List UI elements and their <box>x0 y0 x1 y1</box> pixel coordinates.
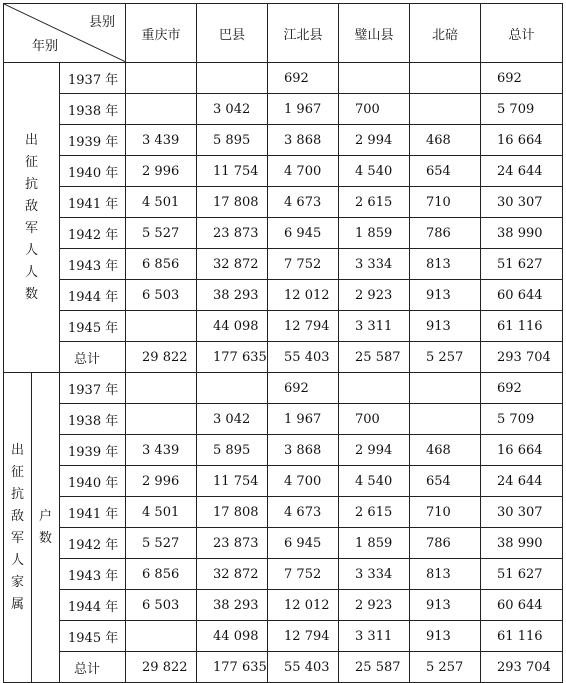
value-cell-jiangbei: 4 673 <box>268 497 339 528</box>
column-header-jiangbei: 江北县 <box>268 4 339 63</box>
value-cell-total: 61 116 <box>481 311 563 342</box>
value-cell-chongqing <box>126 404 197 435</box>
table-row <box>4 590 563 621</box>
total-label-cell: 总计 <box>60 342 126 373</box>
value-cell-total: 61 116 <box>481 621 563 652</box>
value-cell-baxian <box>197 373 268 404</box>
value-cell-baxian <box>197 63 268 94</box>
value-cell-chongqing: 6 503 <box>126 280 197 311</box>
table-row <box>4 156 563 187</box>
value-cell-bishan: 4 540 <box>339 156 410 187</box>
value-cell-bishan: 2 923 <box>339 590 410 621</box>
year-cell: 1945 年 <box>60 621 126 652</box>
year-cell: 1940 年 <box>60 156 126 187</box>
table-row <box>4 404 563 435</box>
value-cell-chongqing: 5 527 <box>126 218 197 249</box>
value-cell-jiangbei: 3 868 <box>268 435 339 466</box>
year-cell: 1942 年 <box>60 528 126 559</box>
year-cell: 1942 年 <box>60 218 126 249</box>
value-cell-bishan: 2 615 <box>339 187 410 218</box>
year-axis-label: 年别 <box>32 39 59 54</box>
value-cell-bishan <box>339 373 410 404</box>
year-cell: 1939 年 <box>60 435 126 466</box>
value-cell-baxian: 5 895 <box>197 125 268 156</box>
value-cell-beibei: 468 <box>410 125 481 156</box>
table-row <box>4 373 563 404</box>
table-row <box>4 94 563 125</box>
total-cell-bishan: 25 587 <box>339 652 410 683</box>
value-cell-beibei <box>410 404 481 435</box>
total-cell-bishan: 25 587 <box>339 342 410 373</box>
column-header-total: 总计 <box>481 4 563 63</box>
total-cell-total: 293 704 <box>481 652 563 683</box>
section2-sub-label <box>32 373 60 683</box>
section1-group-label-char: 征 <box>24 154 38 170</box>
value-cell-bishan: 3 311 <box>339 311 410 342</box>
year-cell: 1943 年 <box>60 559 126 590</box>
value-cell-beibei <box>410 63 481 94</box>
table-row <box>4 187 563 218</box>
section2-group-label-char: 人 <box>10 552 24 568</box>
section1-group-label-char: 抗 <box>24 176 38 192</box>
section2-group-label-char: 出 <box>10 442 24 458</box>
value-cell-total: 51 627 <box>481 559 563 590</box>
value-cell-beibei: 710 <box>410 497 481 528</box>
section2-group-label-char: 敌 <box>10 508 24 524</box>
value-cell-bishan: 700 <box>339 94 410 125</box>
total-cell-beibei: 5 257 <box>410 342 481 373</box>
section2-group-label-char: 抗 <box>10 486 24 502</box>
total-cell-baxian: 177 635 <box>197 652 268 683</box>
table-row <box>4 125 563 156</box>
value-cell-jiangbei: 4 700 <box>268 156 339 187</box>
column-header-baxian: 巴县 <box>197 4 268 63</box>
value-cell-beibei: 786 <box>410 528 481 559</box>
value-cell-jiangbei: 692 <box>268 63 339 94</box>
table-row <box>4 280 563 311</box>
value-cell-baxian: 17 808 <box>197 187 268 218</box>
value-cell-baxian: 44 098 <box>197 311 268 342</box>
value-cell-baxian: 3 042 <box>197 404 268 435</box>
total-cell-chongqing: 29 822 <box>126 652 197 683</box>
value-cell-chongqing: 5 527 <box>126 528 197 559</box>
table-row <box>4 528 563 559</box>
table-row <box>4 559 563 590</box>
column-header-beibei: 北碚 <box>410 4 481 63</box>
section1-group-label-char: 出 <box>24 132 38 148</box>
value-cell-baxian: 38 293 <box>197 280 268 311</box>
value-cell-bishan: 1 859 <box>339 528 410 559</box>
section1-group-label <box>4 63 60 373</box>
value-cell-bishan: 1 859 <box>339 218 410 249</box>
value-cell-chongqing <box>126 621 197 652</box>
section1-group-label-char: 敌 <box>24 198 38 214</box>
value-cell-bishan: 2 923 <box>339 280 410 311</box>
table-row <box>4 218 563 249</box>
value-cell-total: 16 664 <box>481 435 563 466</box>
value-cell-bishan: 2 615 <box>339 497 410 528</box>
value-cell-total: 51 627 <box>481 249 563 280</box>
value-cell-jiangbei: 4 700 <box>268 466 339 497</box>
section1-group-label-char: 人 <box>24 264 38 280</box>
value-cell-jiangbei: 1 967 <box>268 404 339 435</box>
value-cell-jiangbei: 12 012 <box>268 590 339 621</box>
value-cell-bishan <box>339 63 410 94</box>
value-cell-beibei: 654 <box>410 466 481 497</box>
value-cell-jiangbei: 6 945 <box>268 218 339 249</box>
value-cell-jiangbei: 4 673 <box>268 187 339 218</box>
year-cell: 1937 年 <box>60 63 126 94</box>
value-cell-beibei: 468 <box>410 435 481 466</box>
table-row <box>4 435 563 466</box>
value-cell-baxian: 23 873 <box>197 528 268 559</box>
value-cell-beibei <box>410 94 481 125</box>
year-cell: 1938 年 <box>60 94 126 125</box>
value-cell-total: 60 644 <box>481 280 563 311</box>
value-cell-chongqing: 6 503 <box>126 590 197 621</box>
year-cell: 1944 年 <box>60 590 126 621</box>
section2-sub-label-char: 数 <box>38 530 52 546</box>
value-cell-chongqing: 6 856 <box>126 249 197 280</box>
value-cell-total: 24 644 <box>481 156 563 187</box>
value-cell-baxian: 44 098 <box>197 621 268 652</box>
total-row <box>4 652 563 683</box>
value-cell-beibei: 913 <box>410 280 481 311</box>
value-cell-chongqing: 2 996 <box>126 466 197 497</box>
value-cell-bishan: 3 311 <box>339 621 410 652</box>
column-header-bishan: 璧山县 <box>339 4 410 63</box>
year-cell: 1937 年 <box>60 373 126 404</box>
value-cell-chongqing: 4 501 <box>126 497 197 528</box>
total-cell-jiangbei: 55 403 <box>268 652 339 683</box>
year-cell: 1939 年 <box>60 125 126 156</box>
section1-group-label-char: 人 <box>24 242 38 258</box>
value-cell-baxian: 32 872 <box>197 249 268 280</box>
value-cell-jiangbei: 12 794 <box>268 621 339 652</box>
section2-group-label-char: 征 <box>10 464 24 480</box>
value-cell-total: 5 709 <box>481 94 563 125</box>
value-cell-beibei: 913 <box>410 590 481 621</box>
section2-sub-label-char: 户 <box>38 508 52 524</box>
table-row <box>4 63 563 94</box>
value-cell-baxian: 11 754 <box>197 156 268 187</box>
value-cell-total: 24 644 <box>481 466 563 497</box>
county-axis-label: 县别 <box>89 15 116 30</box>
value-cell-chongqing: 6 856 <box>126 559 197 590</box>
section1-group-label-char: 数 <box>24 286 38 302</box>
value-cell-chongqing <box>126 373 197 404</box>
value-cell-jiangbei: 6 945 <box>268 528 339 559</box>
section1-group-label-char: 军 <box>24 220 38 236</box>
value-cell-jiangbei: 7 752 <box>268 249 339 280</box>
value-cell-total: 5 709 <box>481 404 563 435</box>
value-cell-chongqing <box>126 94 197 125</box>
section2-group-label-char: 家 <box>10 574 24 590</box>
value-cell-total: 30 307 <box>481 497 563 528</box>
section2-group-label <box>4 373 32 683</box>
value-cell-bishan: 700 <box>339 404 410 435</box>
value-cell-jiangbei: 3 868 <box>268 125 339 156</box>
value-cell-bishan: 4 540 <box>339 466 410 497</box>
value-cell-beibei: 913 <box>410 621 481 652</box>
value-cell-beibei: 813 <box>410 249 481 280</box>
total-cell-baxian: 177 635 <box>197 342 268 373</box>
section2-group-label-char: 军 <box>10 530 24 546</box>
value-cell-chongqing: 3 439 <box>126 125 197 156</box>
year-cell: 1943 年 <box>60 249 126 280</box>
value-cell-jiangbei: 7 752 <box>268 559 339 590</box>
value-cell-chongqing: 4 501 <box>126 187 197 218</box>
year-cell: 1940 年 <box>60 466 126 497</box>
value-cell-baxian: 23 873 <box>197 218 268 249</box>
statistics-table-sheet <box>3 3 562 677</box>
total-row <box>4 342 563 373</box>
value-cell-beibei: 710 <box>410 187 481 218</box>
statistics-table <box>3 3 563 683</box>
value-cell-total: 60 644 <box>481 590 563 621</box>
value-cell-jiangbei: 12 012 <box>268 280 339 311</box>
value-cell-baxian: 5 895 <box>197 435 268 466</box>
year-cell: 1944 年 <box>60 280 126 311</box>
year-cell: 1945 年 <box>60 311 126 342</box>
value-cell-beibei: 813 <box>410 559 481 590</box>
value-cell-total: 38 990 <box>481 528 563 559</box>
value-cell-jiangbei: 692 <box>268 373 339 404</box>
table-row <box>4 311 563 342</box>
value-cell-baxian: 17 808 <box>197 497 268 528</box>
value-cell-bishan: 2 994 <box>339 125 410 156</box>
value-cell-jiangbei: 12 794 <box>268 311 339 342</box>
value-cell-chongqing: 2 996 <box>126 156 197 187</box>
value-cell-baxian: 11 754 <box>197 466 268 497</box>
value-cell-beibei <box>410 373 481 404</box>
value-cell-total: 692 <box>481 63 563 94</box>
value-cell-chongqing <box>126 311 197 342</box>
value-cell-baxian: 3 042 <box>197 94 268 125</box>
value-cell-beibei: 654 <box>410 156 481 187</box>
value-cell-total: 692 <box>481 373 563 404</box>
year-cell: 1941 年 <box>60 187 126 218</box>
table-body <box>4 4 563 683</box>
total-cell-total: 293 704 <box>481 342 563 373</box>
corner-header-cell <box>4 4 126 63</box>
value-cell-total: 38 990 <box>481 218 563 249</box>
value-cell-total: 16 664 <box>481 125 563 156</box>
value-cell-chongqing: 3 439 <box>126 435 197 466</box>
year-cell: 1938 年 <box>60 404 126 435</box>
table-row <box>4 466 563 497</box>
value-cell-bishan: 3 334 <box>339 559 410 590</box>
total-cell-chongqing: 29 822 <box>126 342 197 373</box>
year-cell: 1941 年 <box>60 497 126 528</box>
section2-group-label-char: 属 <box>10 596 24 612</box>
value-cell-jiangbei: 1 967 <box>268 94 339 125</box>
value-cell-baxian: 38 293 <box>197 590 268 621</box>
table-row <box>4 621 563 652</box>
value-cell-bishan: 3 334 <box>339 249 410 280</box>
value-cell-baxian: 32 872 <box>197 559 268 590</box>
value-cell-total: 30 307 <box>481 187 563 218</box>
table-row <box>4 497 563 528</box>
header-row <box>4 4 563 63</box>
total-cell-beibei: 5 257 <box>410 652 481 683</box>
table-row <box>4 249 563 280</box>
total-label-cell: 总计 <box>60 652 126 683</box>
value-cell-beibei: 913 <box>410 311 481 342</box>
value-cell-chongqing <box>126 63 197 94</box>
column-header-chongqing: 重庆市 <box>126 4 197 63</box>
value-cell-bishan: 2 994 <box>339 435 410 466</box>
total-cell-jiangbei: 55 403 <box>268 342 339 373</box>
value-cell-beibei: 786 <box>410 218 481 249</box>
